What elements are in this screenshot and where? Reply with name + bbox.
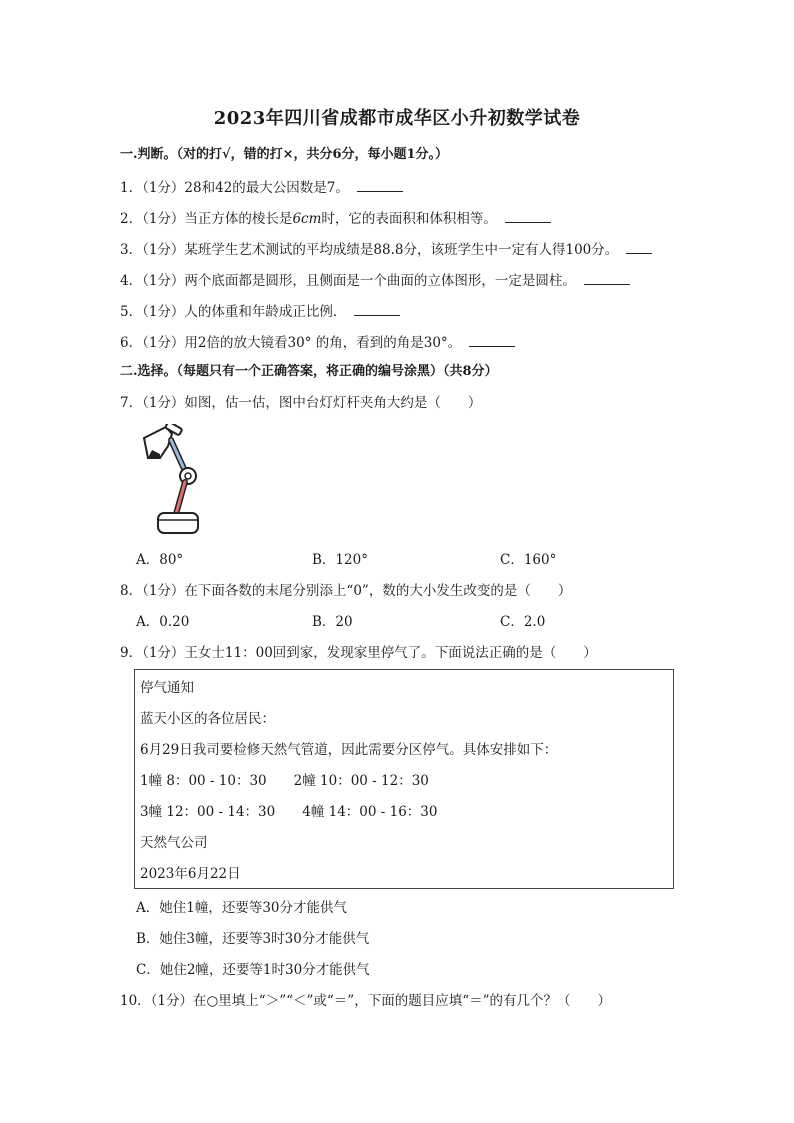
notice-date: 2023年6月22日 [140, 866, 241, 882]
question-7: 7．（1分）如图，估一估，图中台灯灯杆夹角大约是（ ） [120, 395, 482, 411]
answer-blank-2[interactable] [505, 208, 551, 223]
question-2-text-pre: 2．（1分）当正方体的棱长是 [120, 211, 293, 227]
question-1 [120, 177, 403, 197]
notice-schedule-row-2: 3幢 12：00 - 14：30 4幢 14：00 - 16：30 [140, 804, 438, 820]
question-3 [120, 239, 652, 259]
q8-option-a[interactable]: A．0.20 [136, 614, 190, 630]
answer-blank-5[interactable] [354, 301, 400, 316]
question-5-text: 5．（1分）人的体重和年龄成正比例． [120, 304, 347, 320]
notice-title: 停气通知 [140, 680, 194, 696]
question-6 [120, 332, 515, 352]
question-5 [120, 301, 400, 321]
question-2-variable: 6cm [292, 211, 322, 227]
question-4-text: 4．（1分）两个底面都是圆形，且侧面是一个曲面的立体图形，一定是圆柱。 [120, 273, 576, 289]
section-1-heading: 一.判断。（对的打√，错的打×，共分6分，每小题1分。） [120, 147, 449, 162]
lamp-base [158, 513, 198, 533]
lamp-upper-arm [171, 440, 185, 471]
q9-option-b[interactable]: B．她住3幢，还要等3时30分才能供气 [136, 931, 370, 947]
answer-blank-4[interactable] [584, 270, 630, 285]
exam-title: 2023年四川省成都市成华区小升初数学试卷 [213, 108, 581, 129]
q8-option-b[interactable]: B．20 [312, 614, 353, 630]
q9-option-a[interactable]: A．她住1幢，还要等30分才能供气 [136, 900, 348, 916]
question-2 [120, 208, 551, 228]
notice-greeting: 蓝天小区的各位居民： [140, 711, 275, 727]
question-8: 8．（1分）在下面各数的末尾分别添上“0”，数的大小发生改变的是（ ） [120, 583, 572, 599]
question-2-text-post: 时，它的表面积和体积相等。 [321, 211, 497, 227]
answer-blank-1[interactable] [357, 177, 403, 192]
question-1-text: 1．（1分）28和42的最大公因数是7。 [120, 180, 349, 196]
q9-option-c[interactable]: C．她住2幢，还要等1时30分才能供气 [136, 962, 370, 978]
question-10: 10．（1分）在○里填上“＞”“＜”或“＝”，下面的题目应填“＝”的有几个？（ ） [120, 993, 612, 1009]
notice-body: 6月29日我司要检修天然气管道，因此需要分区停气。具体安排如下： [140, 742, 558, 758]
q8-option-c[interactable]: C．2.0 [500, 614, 546, 630]
desk-lamp-figure [138, 424, 208, 536]
lamp-lower-arm [176, 482, 185, 514]
answer-blank-6[interactable] [469, 332, 515, 347]
question-4 [120, 270, 630, 290]
q7-option-c[interactable]: C．160° [500, 552, 557, 568]
question-9: 9．（1分）王女士11：00回到家，发现家里停气了。下面说法正确的是（ ） [120, 645, 597, 661]
section-2-heading: 二.选择。（每题只有一个正确答案，将正确的编号涂黑）（共8分） [120, 364, 498, 379]
answer-blank-3[interactable] [626, 239, 652, 254]
question-3-text: 3．（1分）某班学生艺术测试的平均成绩是88.8分，该班学生中一定有人得100分。 [120, 242, 619, 258]
q7-option-b[interactable]: B．120° [312, 552, 368, 568]
question-6-text: 6．（1分）用2倍的放大镜看30° 的角，看到的角是30°。 [120, 335, 462, 351]
q7-option-a[interactable]: A．80° [136, 552, 184, 568]
gas-outage-notice-box [134, 669, 674, 889]
notice-company: 天然气公司 [140, 835, 208, 851]
lamp-elbow-pin [185, 473, 191, 479]
notice-schedule-row-1: 1幢 8：00 - 10：30 2幢 10：00 - 12：30 [140, 773, 429, 789]
